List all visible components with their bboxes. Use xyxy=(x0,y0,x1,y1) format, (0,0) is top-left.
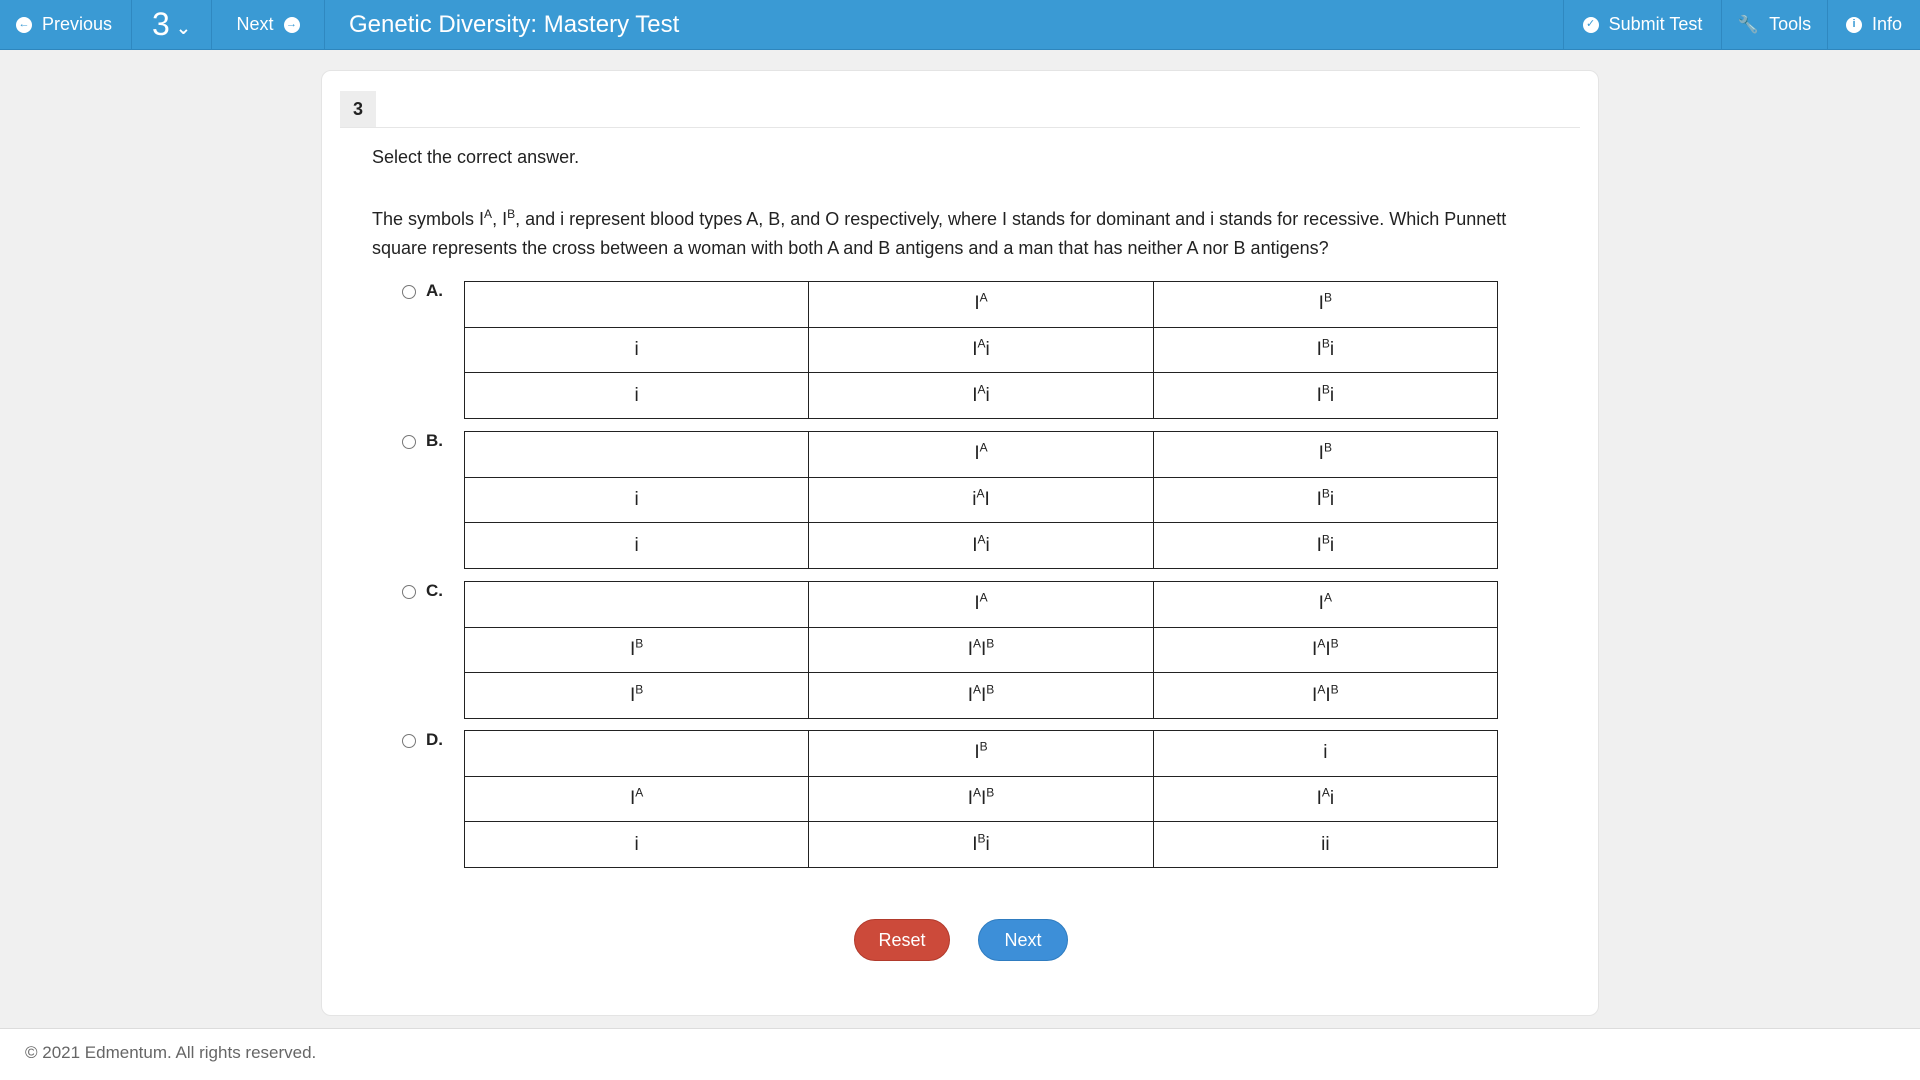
superscript: A xyxy=(484,207,493,221)
punnett-cell: $I^A$ xyxy=(1153,582,1497,628)
punnett-square xyxy=(464,431,1498,569)
next-button[interactable]: Next xyxy=(978,919,1068,961)
instruction-text: Select the correct answer. xyxy=(372,147,580,167)
radio-button[interactable] xyxy=(402,435,416,449)
submit-test-label: Submit Test xyxy=(1608,14,1703,34)
chevron-down-icon: ⌄ xyxy=(175,18,191,38)
top-toolbar xyxy=(0,0,1920,50)
punnett-cell: $I^AI^B$ xyxy=(809,673,1153,719)
punnett-cell: $I^Bi$ xyxy=(1153,327,1497,373)
punnett-cell: $I^A$ xyxy=(809,432,1153,478)
punnett-cell: $I^Ai$ xyxy=(809,523,1153,569)
question-selector[interactable] xyxy=(132,0,212,49)
punnett-cell: $I^B$ xyxy=(1153,282,1497,328)
punnett-cell: $I^A$ xyxy=(809,582,1153,628)
option-letter: C. xyxy=(426,581,443,600)
punnett-cell: i xyxy=(465,327,809,373)
punnett-cell: i xyxy=(465,373,809,419)
option-letter: B. xyxy=(426,431,443,450)
tools-label: Tools xyxy=(1769,14,1812,34)
punnett-cell: $I^B$ xyxy=(465,673,809,719)
question-text-part: , and i represent blood types A, B, and O respectively, where I stands for dominant and i stands for recessive. Which Punnett square represents the cross between a woman with both A and B antigens and a man that has neither A nor B antigens? xyxy=(372,209,1507,258)
question-text xyxy=(372,205,1552,263)
previous-label: Previous xyxy=(42,14,113,34)
answer-option[interactable] xyxy=(402,281,1442,419)
punnett-cell: $I^AI^B$ xyxy=(1153,627,1497,673)
punnett-square xyxy=(464,581,1498,719)
wrench-icon: 🔧 xyxy=(1737,14,1760,34)
footer xyxy=(0,1028,1920,1080)
radio-button[interactable] xyxy=(402,734,416,748)
punnett-cell xyxy=(465,582,809,628)
punnett-cell: $I^A$ xyxy=(809,282,1153,328)
radio-button[interactable] xyxy=(402,585,416,599)
superscript: B xyxy=(507,207,516,221)
info-label: Info xyxy=(1871,14,1903,34)
info-button[interactable] xyxy=(1827,0,1920,49)
previous-button[interactable] xyxy=(0,0,132,49)
punnett-cell: $I^B$ xyxy=(809,731,1153,777)
radio-button[interactable] xyxy=(402,285,416,299)
answer-option[interactable] xyxy=(402,730,1442,868)
question-text-part: The symbols I xyxy=(372,209,485,229)
test-title: Genetic Diversity: Mastery Test xyxy=(349,10,680,38)
punnett-cell: $I^Ai$ xyxy=(809,327,1153,373)
question-card xyxy=(321,70,1599,1016)
question-number-badge: 3 xyxy=(340,91,376,127)
punnett-cell xyxy=(465,432,809,478)
next-nav-label: Next xyxy=(236,14,274,34)
punnett-cell: ii xyxy=(1153,822,1497,868)
question-text-part: , I xyxy=(492,209,508,229)
punnett-square xyxy=(464,281,1498,419)
punnett-cell: i xyxy=(465,477,809,523)
punnett-cell: i xyxy=(465,822,809,868)
punnett-cell: $I^Ai$ xyxy=(1153,776,1497,822)
punnett-cell: $I^Bi$ xyxy=(1153,477,1497,523)
question-number-label: 3 xyxy=(152,6,170,42)
reset-button[interactable]: Reset xyxy=(854,919,950,961)
answer-option[interactable] xyxy=(402,431,1442,569)
punnett-cell: $I^AI^B$ xyxy=(1153,673,1497,719)
answer-option[interactable] xyxy=(402,581,1442,719)
option-letter: D. xyxy=(426,730,443,749)
punnett-cell: $i^AI$ xyxy=(809,477,1153,523)
arrow-left-circle-icon: ← xyxy=(16,17,32,33)
punnett-square xyxy=(464,730,1498,868)
punnett-cell: $I^B$ xyxy=(1153,432,1497,478)
option-letter: A. xyxy=(426,281,443,300)
submit-test-button[interactable] xyxy=(1563,0,1721,49)
punnett-cell xyxy=(465,282,809,328)
punnett-cell: i xyxy=(1153,731,1497,777)
copyright-text: © 2021 Edmentum. All rights reserved. xyxy=(25,1043,317,1062)
punnett-cell xyxy=(465,731,809,777)
punnett-cell: $I^AI^B$ xyxy=(809,776,1153,822)
punnett-cell: $I^Ai$ xyxy=(809,373,1153,419)
check-circle-icon: ✓ xyxy=(1583,17,1599,33)
info-circle-icon: i xyxy=(1846,17,1862,33)
punnett-cell: $I^Bi$ xyxy=(1153,373,1497,419)
next-nav-button[interactable] xyxy=(212,0,325,49)
punnett-cell: $I^A$ xyxy=(465,776,809,822)
tools-button[interactable] xyxy=(1721,0,1827,49)
punnett-cell: $I^AI^B$ xyxy=(809,627,1153,673)
punnett-cell: $I^B$ xyxy=(465,627,809,673)
punnett-cell: $I^Bi$ xyxy=(809,822,1153,868)
divider xyxy=(340,127,1580,128)
punnett-cell: i xyxy=(465,523,809,569)
punnett-cell: $I^Bi$ xyxy=(1153,523,1497,569)
arrow-right-circle-icon: → xyxy=(284,17,300,33)
